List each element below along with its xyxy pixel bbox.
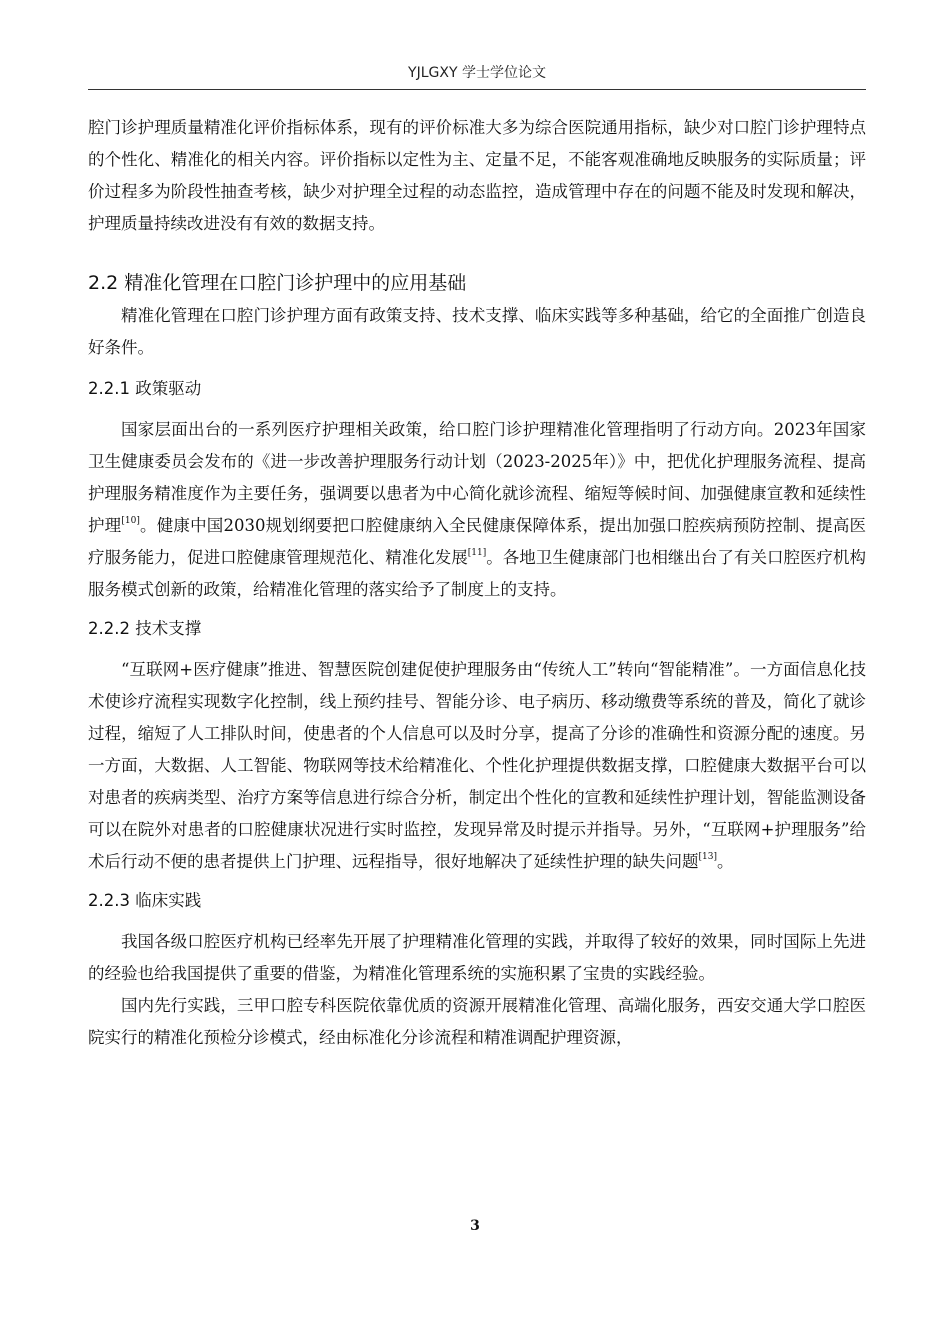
text-run: 。 — [716, 852, 734, 871]
header-rule — [88, 89, 866, 90]
subsection-heading-2-2-3: 2.2.3 临床实践 — [88, 891, 202, 910]
text-run: 。各地卫生健康部门也相继出台了有关口腔医疗机构服务模式创新的政策，给精准化管理的落实给予了制度上的支持。 — [88, 548, 867, 599]
running-header: YJLGXY 学士学位论文 — [408, 65, 546, 81]
paragraph-technology — [88, 654, 866, 878]
subsection-heading-2-2-1: 2.2.1 政策驱动 — [88, 379, 202, 398]
citation-ref-10: [10] — [121, 515, 140, 526]
text-run: “互联网+医疗健康”推进、智慧医院创建促使护理服务由“传统人工”转向“智能精准”。一方面信息化技术使诊疗流程实现数字化控制，线上预约挂号、智能分诊、电子病历、移动缴费等系统的普及，简化了就诊过程，缩短了人工排队时间，使患者的个人信息可以及时分享，提高了分诊的准确性和资源分配的速度。另一方面，大数据、人工智能、物联网等技术给精准化、个性化护理提供数据支撑，口腔健康大数据平台可以对患者的疾病类型、治疗方案等信息进行综合分析，制定出个性化的宣教和延续性护理计划，智能监测设备可以在院外对患者的口腔健康状况进行实时监控，发现异常及时提示并指导。另外，“互联网+护理服务”给术后行动不便的患者提供上门护理、远程指导，很好地解决了延续性护理的缺失问题 — [88, 660, 866, 871]
paragraph-continued: 腔门诊护理质量精准化评价指标体系，现有的评价标准大多为综合医院通用指标，缺少对口腔门诊护理特点的个性化、精准化的相关内容。评价指标以定性为主、定量不足，不能客观准确地反映服务的实际质量；评价过程多为阶段性抽查考核，缺少对护理全过程的动态监控，造成管理中存在的问题不能及时发现和解决，护理质量持续改进没有有效的数据支持。 — [88, 118, 866, 233]
page-body — [88, 112, 866, 1054]
citation-ref-11: [11] — [467, 547, 487, 558]
citation-ref-13: [13] — [698, 851, 717, 862]
section-heading-2-2: 2.2 精准化管理在口腔门诊护理中的应用基础 — [88, 272, 467, 294]
text-run: 国家层面出台的一系列医疗护理相关政策，给口腔门诊护理精准化管理指明了行动方向。2023年国家卫生健康委员会发布的《进一步改善护理服务行动计划（2023-2025年）》中，把优化护理服务流程、提高护理服务精准度作为主要任务，强调要以患者为中心简化就诊流程、缩短等候时间、加强健康宣教和延续性护理 — [88, 420, 866, 535]
paragraph-intro: 精准化管理在口腔门诊护理方面有政策支持、技术支撑、临床实践等多种基础，给它的全面推广创造良好条件。 — [88, 306, 866, 357]
paragraph-domestic: 国内先行实践，三甲口腔专科医院依靠优质的资源开展精准化管理、高端化服务，西安交通大学口腔医院实行的精准化预检分诊模式，经由标准化分诊流程和精准调配护理资源， — [88, 996, 866, 1047]
paragraph-clinical: 我国各级口腔医疗机构已经率先开展了护理精准化管理的实践，并取得了较好的效果，同时国际上先进的经验也给我国提供了重要的借鉴，为精准化管理系统的实施积累了宝贵的实践经验。 — [88, 932, 866, 983]
subsection-heading-2-2-2: 2.2.2 技术支撑 — [88, 619, 202, 638]
paragraph-policy — [88, 414, 866, 606]
text-run: 。健康中国2030规划纲要把口腔健康纳入全民健康保障体系，提出加强口腔疾病预防控制、提高医疗服务能力，促进口腔健康管理规范化、精准化发展 — [88, 516, 867, 567]
page-number: 3 — [470, 1218, 480, 1234]
